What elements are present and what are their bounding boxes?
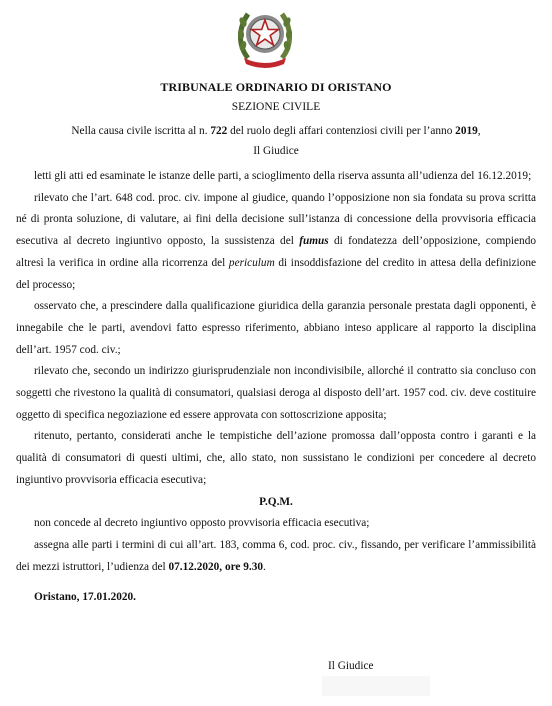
- signature-area: [322, 676, 430, 696]
- signature-label: Il Giudice: [328, 660, 374, 672]
- case-year: 2019: [455, 125, 478, 137]
- term-fumus: fumus: [299, 235, 329, 248]
- judge-heading: Il Giudice: [253, 145, 299, 157]
- court-title: TRIBUNALE ORDINARIO DI ORISTANO: [160, 80, 392, 94]
- paragraph-rilevato: rilevato che, secondo un indirizzo giurisprudenziale non incondivisibile, allorché il contratto sia concluso con soggetti che rivestono la qualità di consumatori, qualsiasi deroga al disposto dell’art. 1957 cod. civ. deve costituire oggetto di specifica negoziazione ed essere approvata con sottoscrizione apposita;: [16, 365, 536, 421]
- case-number: 722: [210, 125, 228, 137]
- case-intro: Nella causa civile iscritta al n. 722 del ruolo degli affari contenziosi civili per l’anno 2019,: [71, 125, 481, 137]
- paragraph-osservato: osservato che, a prescindere dalla qualificazione giuridica della garanzia personale prestata dagli opponenti, è innegabile che le parti, avendovi fatto espresso riferimento, abbiano inteso applicare al rapporto la disciplina dell’art. 1957 cod. civ.;: [16, 300, 536, 356]
- order-non-concede: non concede al decreto ingiuntivo opposto provvisoria efficacia esecutiva;: [34, 517, 370, 530]
- italian-republic-emblem-icon: [234, 2, 296, 68]
- decree-body: [16, 166, 536, 609]
- paragraph-art-648: rilevato che l’art. 648 cod. proc. civ. impone al giudice, quando l’opposizione non sia fondata su prova scritta né di pronta soluzione, di valutare, ai fini della decisione sull’istanza di concessione della provvisoria efficacia esecutiva al decreto ingiuntivo opposto, la sussistenza del fumus di fondatezza dell’opposizione, compiendo altresì la verifica in ordine alla ricorrenza del periculum di insoddisfazione del credito in attesa della definizione del processo;: [16, 191, 536, 291]
- paragraph-ritenuto: ritenuto, pertanto, considerati anche le tempistiche dell’azione promossa dall’opposta contro i garanti e la qualità di consumatori di questi ultimi, che, allo stato, non sussistano le condizioni per concedere al decreto ingiuntivo provvisoria efficacia esecutiva;: [16, 430, 536, 486]
- order-assegna: assegna alle parti i termini di cui all’art. 183, comma 6, cod. proc. civ., fissando, per verificare l’ammissibilità dei mezzi istruttori, l’udienza del 07.12.2020, ore 9.30.: [16, 538, 536, 573]
- term-periculum: periculum: [228, 256, 275, 269]
- section-title: SEZIONE CIVILE: [231, 101, 321, 113]
- paragraph-letti: letti gli atti ed esaminate le istanze delle parti, a scioglimento della riserva assunta all’udienza del 16.12.2019;: [34, 170, 532, 182]
- hearing-date: 07.12.2020, ore 9.30: [168, 560, 264, 573]
- pqm-heading: P.Q.M.: [259, 495, 293, 508]
- place-date: Oristano, 17.01.2020.: [34, 591, 136, 604]
